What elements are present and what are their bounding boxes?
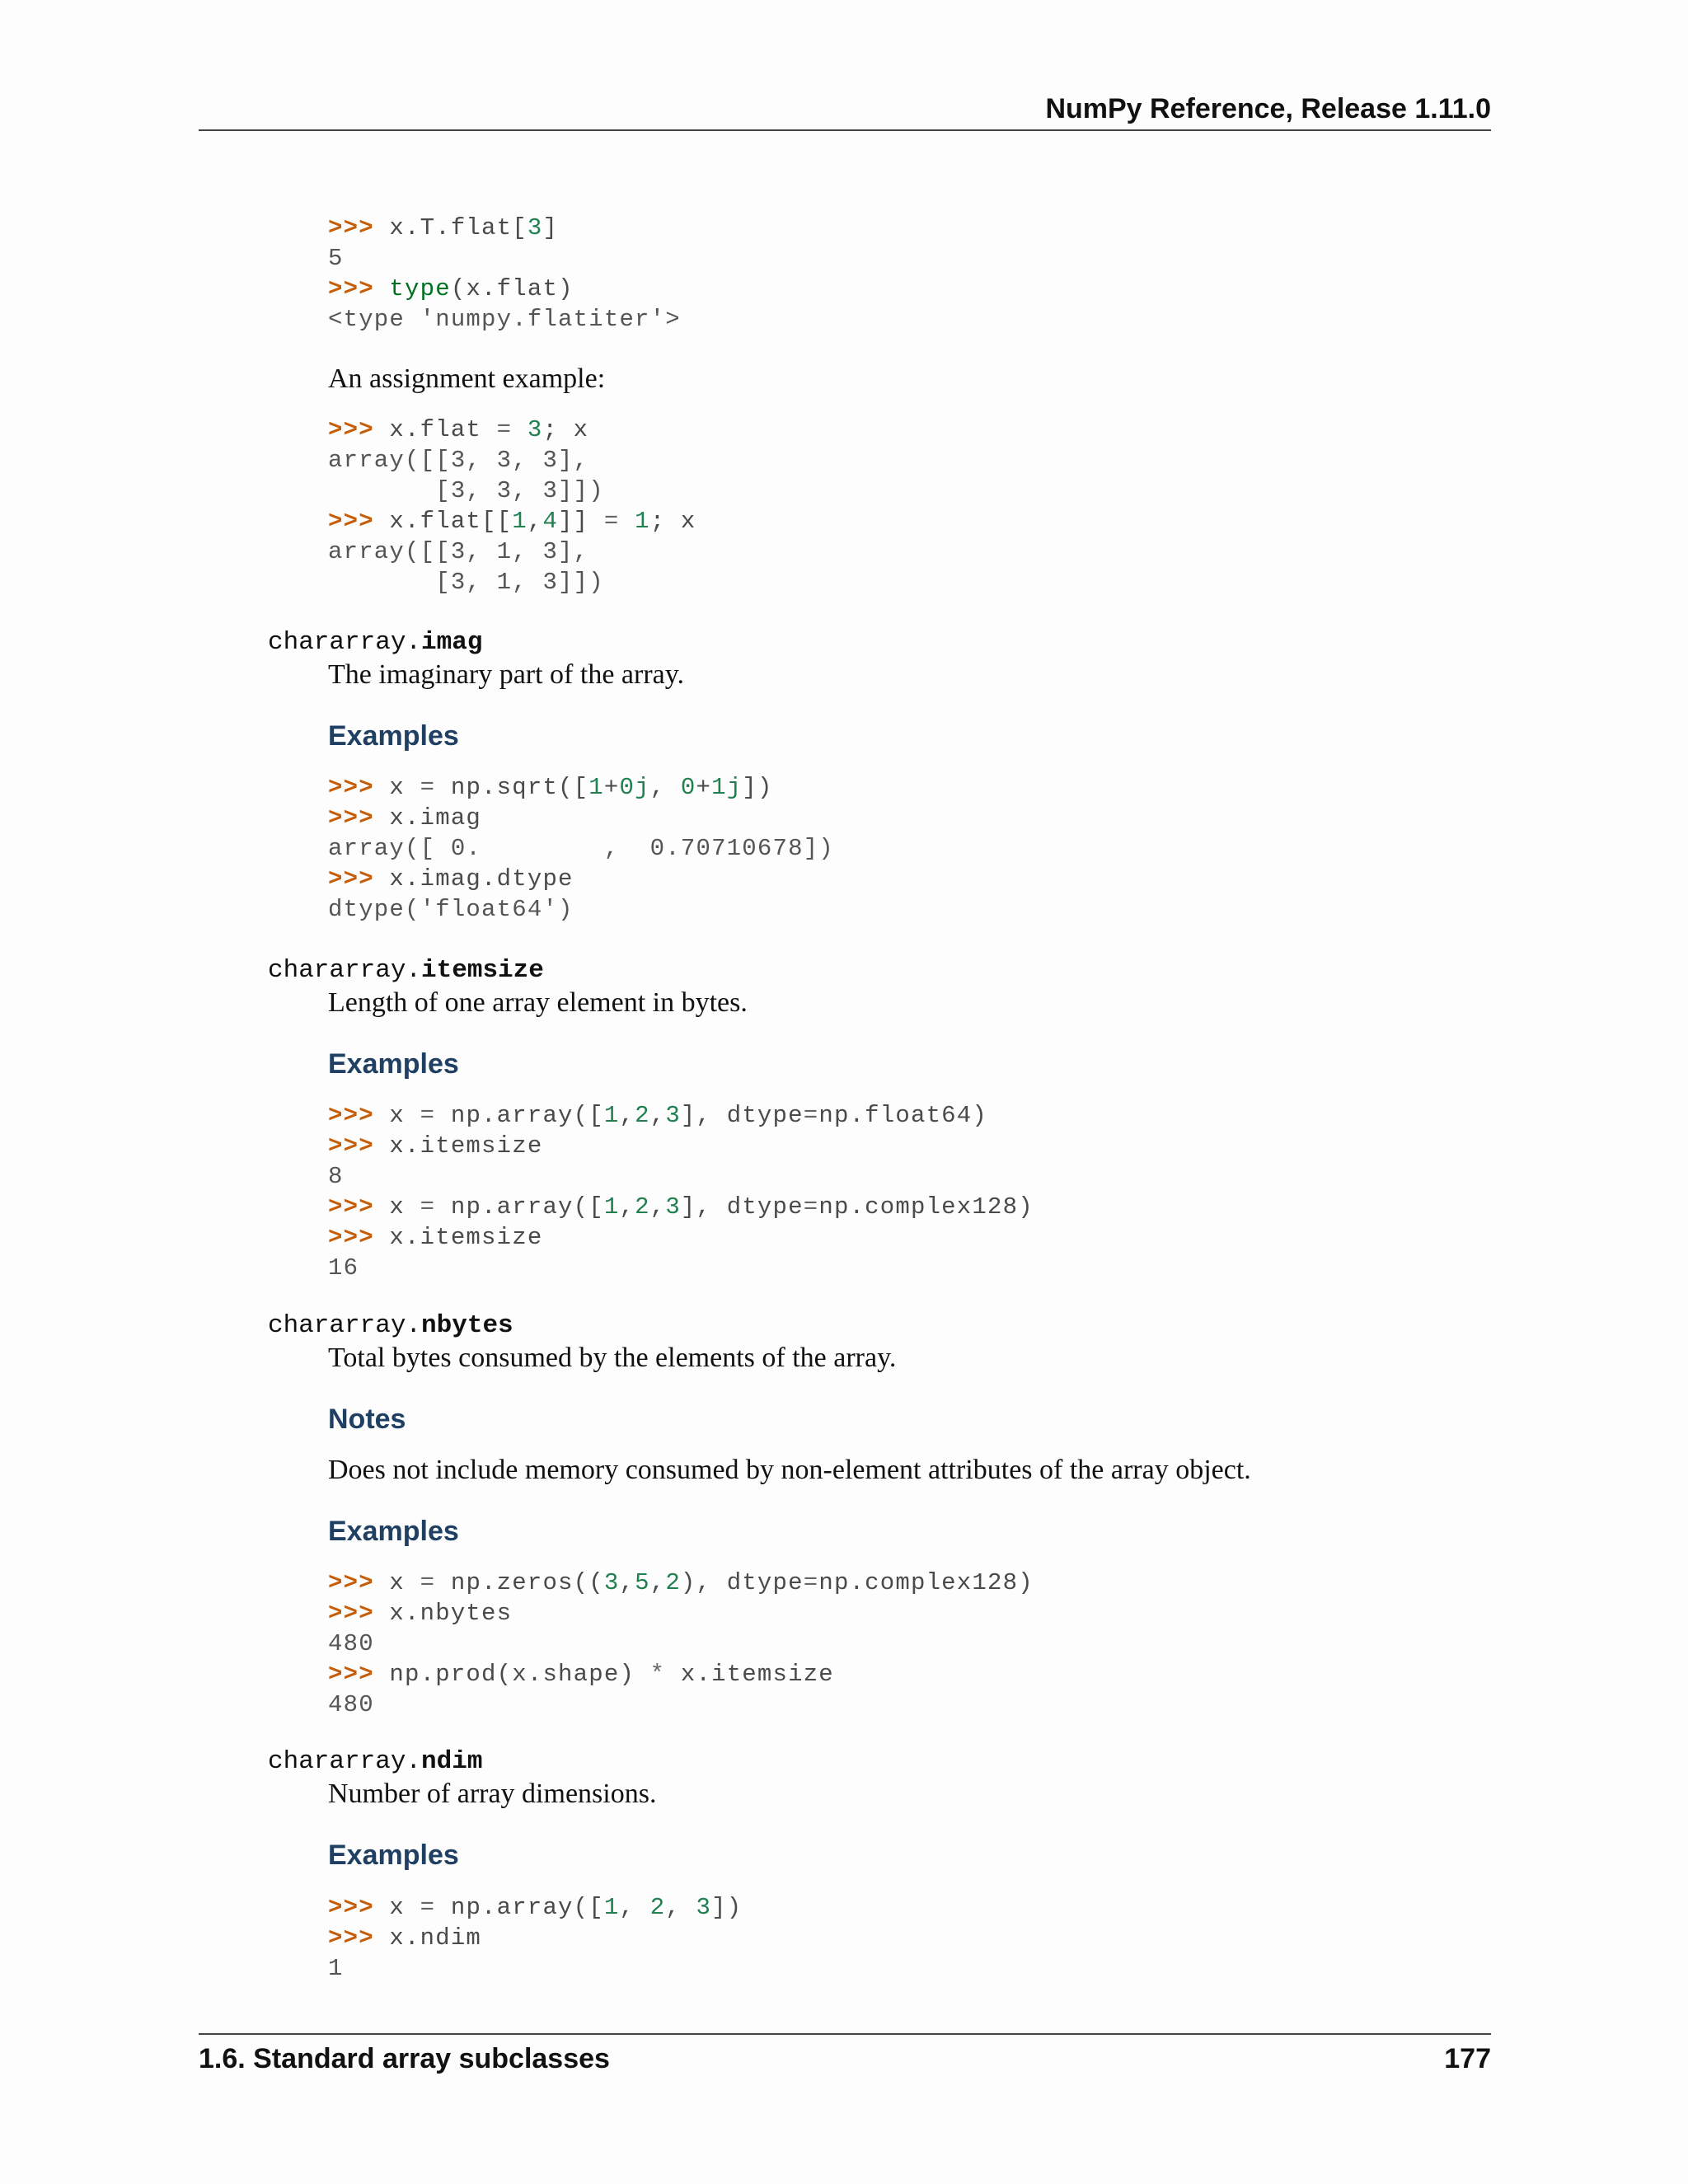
signature-prefix: chararray.: [268, 628, 422, 657]
signature-name: ndim: [421, 1747, 483, 1776]
signature-name: nbytes: [421, 1311, 513, 1340]
running-header: NumPy Reference, Release 1.11.0: [1045, 93, 1491, 124]
nbytes-code-block: [328, 1568, 1034, 1720]
code-line: >>> x.T.flat[3]: [328, 214, 559, 241]
code-line: <type 'numpy.flatiter'>: [328, 306, 681, 333]
ndim-code-block: [328, 1892, 742, 1984]
signature-name: imag: [421, 628, 483, 657]
ndim-examples-heading: Examples: [328, 1840, 459, 1871]
header-rule: [199, 129, 1491, 131]
nbytes-signature: [268, 1310, 513, 1343]
nbytes-description: Total bytes consumed by the elements of the array.: [328, 1343, 897, 1373]
code-line: 16: [328, 1254, 359, 1282]
imag-signature: [268, 626, 482, 659]
footer-rule: [199, 2033, 1491, 2035]
code-line: array([[3, 1, 3],: [328, 538, 589, 565]
code-line: >>> x.imag.dtype: [328, 865, 574, 893]
nbytes-notes-text: Does not include memory consumed by non-element attributes of the array object.: [328, 1455, 1251, 1485]
code-line: >>> x.flat[[1,4]] = 1; x: [328, 508, 696, 535]
code-line: 480: [328, 1691, 374, 1718]
code-line: >>> x.itemsize: [328, 1224, 543, 1251]
assignment-code-block: [328, 415, 696, 598]
code-line: >>> x = np.array([1,2,3], dtype=np.float64): [328, 1102, 987, 1129]
code-line: dtype('float64'): [328, 896, 574, 923]
code-line: >>> x = np.zeros((3,5,2), dtype=np.complex128): [328, 1569, 1034, 1596]
code-line: [3, 1, 3]]): [328, 569, 604, 596]
itemsize-code-block: [328, 1100, 1034, 1283]
code-line: >>> x.itemsize: [328, 1132, 543, 1160]
code-line: >>> np.prod(x.shape) * x.itemsize: [328, 1661, 834, 1688]
code-line: 1: [328, 1955, 344, 1982]
code-line: >>> x.flat = 3; x: [328, 416, 589, 443]
nbytes-examples-heading: Examples: [328, 1516, 459, 1547]
code-line: >>> x.imag: [328, 804, 482, 832]
assignment-label: An assignment example:: [328, 363, 606, 394]
code-line: 8: [328, 1163, 344, 1190]
code-line: array([[3, 3, 3],: [328, 447, 589, 474]
code-line: array([ 0. , 0.70710678]): [328, 835, 834, 862]
code-line: >>> x.ndim: [328, 1924, 482, 1952]
imag-examples-heading: Examples: [328, 720, 459, 752]
ndim-signature: [268, 1746, 482, 1779]
footer-section-title: 1.6. Standard array subclasses: [199, 2043, 610, 2074]
itemsize-signature: [268, 954, 544, 987]
code-line: [3, 3, 3]]): [328, 477, 604, 504]
imag-code-block: [328, 772, 834, 925]
code-line: >>> type(x.flat): [328, 275, 574, 302]
code-line: 5: [328, 245, 344, 272]
footer-page-number: 177: [1444, 2043, 1491, 2074]
imag-description: The imaginary part of the array.: [328, 659, 685, 690]
code-line: >>> x = np.sqrt([1+0j, 0+1j]): [328, 774, 773, 801]
code-line: >>> x.nbytes: [328, 1600, 513, 1627]
signature-name: itemsize: [421, 956, 544, 985]
signature-prefix: chararray.: [268, 956, 422, 985]
ndim-description: Number of array dimensions.: [328, 1779, 657, 1809]
signature-prefix: chararray.: [268, 1311, 422, 1340]
signature-prefix: chararray.: [268, 1747, 422, 1776]
itemsize-description: Length of one array element in bytes.: [328, 987, 748, 1018]
flat-code-block: [328, 213, 681, 335]
code-line: >>> x = np.array([1, 2, 3]): [328, 1894, 743, 1921]
nbytes-notes-heading: Notes: [328, 1404, 406, 1435]
code-line: >>> x = np.array([1,2,3], dtype=np.complex128): [328, 1193, 1034, 1221]
code-line: 480: [328, 1630, 374, 1657]
itemsize-examples-heading: Examples: [328, 1048, 459, 1080]
